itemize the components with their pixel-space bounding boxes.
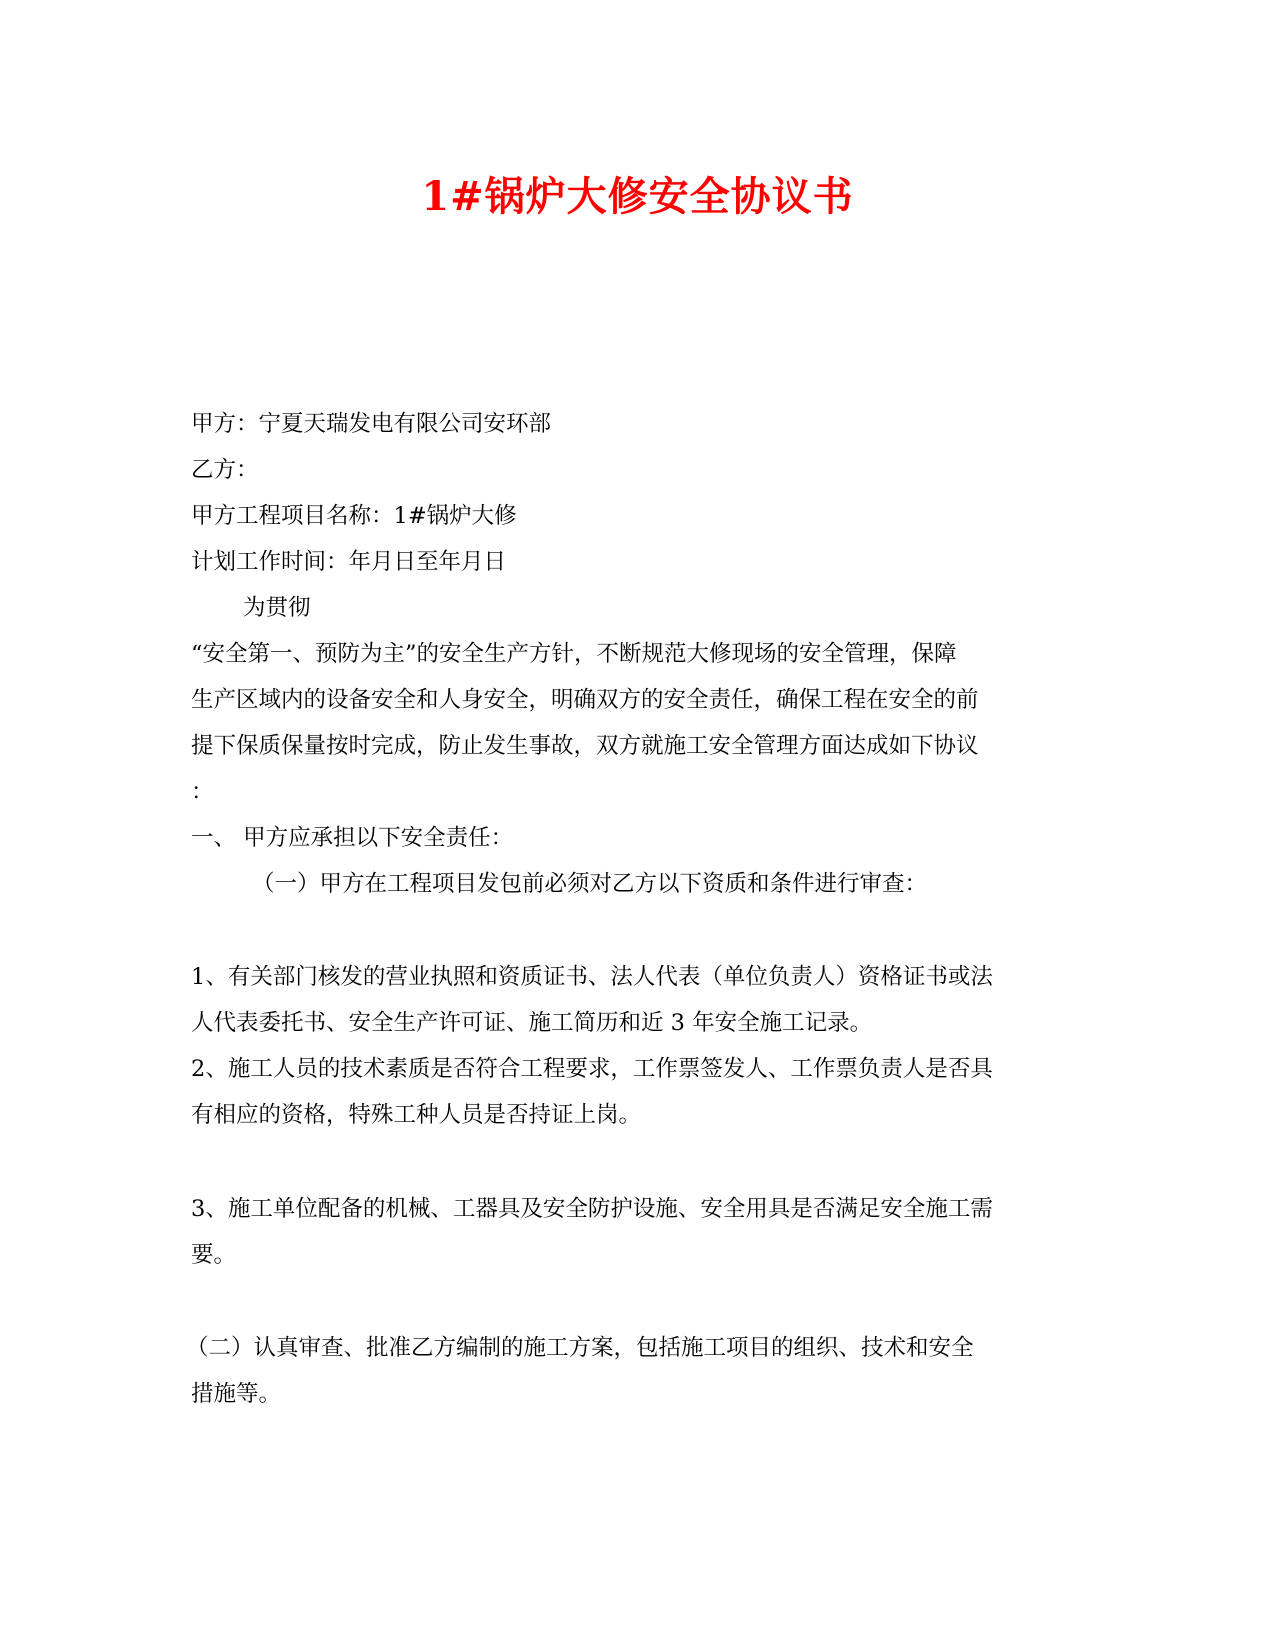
schedule-line: 计划工作时间：年月日至年月日 bbox=[191, 549, 507, 575]
body-paragraph-line: 提下保质保量按时完成，防止发生事故，双方就施工安全管理方面达成如下协议 bbox=[191, 733, 979, 759]
list-item-1-line: 1、有关部门核发的营业执照和资质证书、法人代表（单位负责人）资格证书或法 bbox=[191, 964, 993, 990]
list-item-2-line: 2、施工人员的技术素质是否符合工程要求，工作票签发人、工作票负责人是否具 bbox=[191, 1056, 993, 1082]
party-a-line: 甲方：宁夏天瑞发电有限公司安环部 bbox=[191, 411, 552, 437]
body-paragraph-line: ： bbox=[191, 779, 214, 805]
party-b-line: 乙方： bbox=[191, 457, 259, 483]
list-item-2-line: 有相应的资格，特殊工种人员是否持证上岗。 bbox=[191, 1102, 642, 1128]
list-item-3-line: 要。 bbox=[191, 1242, 237, 1268]
subsection-heading-1: （一）甲方在工程项目发包前必须对乙方以下资质和条件进行审查： bbox=[252, 871, 928, 897]
body-paragraph-line: “安全第一、预防为主”的安全生产方针，不断规范大修现场的安全管理，保障 bbox=[191, 641, 957, 667]
list-item-3-line: 3、施工单位配备的机械、工器具及安全防护设施、安全用具是否满足安全施工需 bbox=[191, 1196, 993, 1222]
subsection-heading-2: （二）认真审查、批准乙方编制的施工方案，包括施工项目的组织、技术和安全 bbox=[186, 1335, 974, 1361]
project-name-line: 甲方工程项目名称：1#锅炉大修 bbox=[191, 503, 517, 529]
subsection-2-line: 措施等。 bbox=[191, 1381, 282, 1407]
list-item-1-line: 人代表委托书、安全生产许可证、施工简历和近 3 年安全施工记录。 bbox=[191, 1010, 873, 1036]
intro-line: 为贯彻 bbox=[243, 595, 311, 621]
document-title: 1#锅炉大修安全协议书 bbox=[421, 173, 854, 220]
section-heading-1: 一、 甲方应承担以下安全责任： bbox=[191, 825, 514, 851]
body-paragraph-line: 生产区域内的设备安全和人身安全，明确双方的安全责任，确保工程在安全的前 bbox=[191, 687, 979, 713]
